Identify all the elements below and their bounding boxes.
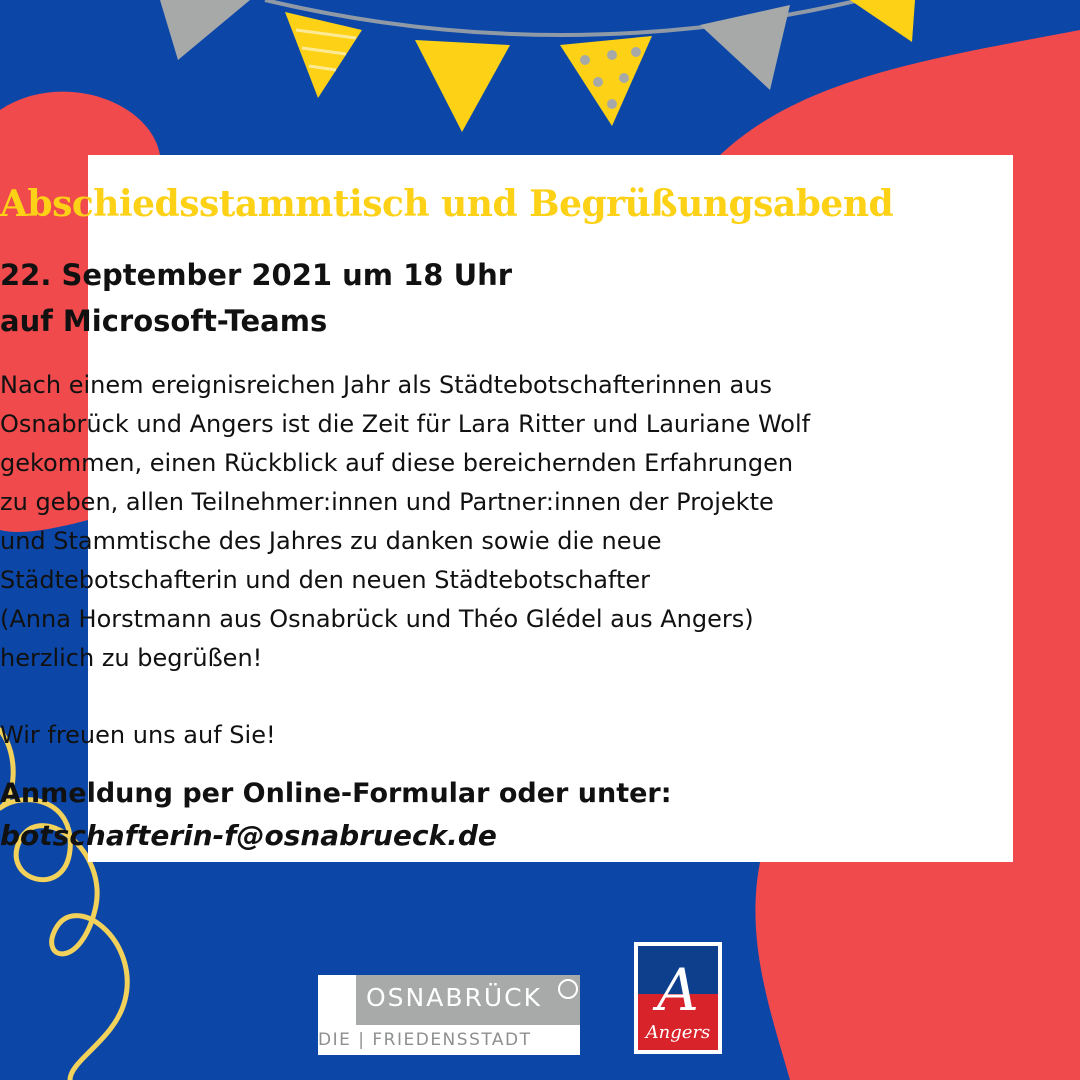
- registration-email: botschafterin-f@osnabrueck.de: [0, 819, 497, 852]
- angers-logo: [634, 942, 722, 1054]
- pennant-grey-1: [160, 0, 250, 60]
- pennant-yellow-4: [850, 0, 915, 42]
- greeting: Wir freuen uns auf Sie!: [0, 721, 276, 749]
- osnabrueck-logo-tagline: DIE | FRIEDENSSTADT: [318, 1030, 532, 1050]
- description-line: und Stammtische des Jahres zu danken sowie die neue: [0, 527, 662, 555]
- angers-logo-name: Angers: [645, 1022, 711, 1043]
- description-line: zu geben, allen Teilnehmer:innen und Partner:innen der Projekte: [0, 488, 774, 516]
- wheel-icon: [558, 979, 578, 999]
- event-description: [0, 366, 1080, 678]
- pennant-grey-2: [700, 5, 790, 90]
- pennant-yellow-1: [285, 12, 362, 98]
- event-platform: auf Microsoft-Teams: [0, 304, 328, 338]
- event-title: Abschiedsstammtisch und Begrüßungsabend: [0, 183, 894, 225]
- description-line: herzlich zu begrüßen!: [0, 644, 263, 672]
- angers-logo-panel: [638, 946, 718, 1050]
- osnabrueck-logo-name: OSNABRÜCK: [366, 983, 543, 1012]
- osnabrueck-logo: [318, 975, 580, 1055]
- description-line: (Anna Horstmann aus Osnabrück und Théo Glédel aus Angers): [0, 605, 754, 633]
- description-line: Städtebotschafterin und den neuen Städtebotschafter: [0, 566, 650, 594]
- pennant-yellow-2: [415, 40, 510, 132]
- angers-logo-letter: A: [657, 956, 699, 1024]
- description-line: Osnabrück und Angers ist die Zeit für Lara Ritter und Lauriane Wolf: [0, 410, 811, 438]
- event-date: 22. September 2021 um 18 Uhr: [0, 258, 513, 292]
- description-line: Nach einem ereignisreichen Jahr als Städtebotschafterinnen aus: [0, 371, 772, 399]
- registration-text: Anmeldung per Online-Formular oder unter:: [0, 778, 672, 809]
- description-line: gekommen, einen Rückblick auf diese bereichernden Erfahrungen: [0, 449, 794, 477]
